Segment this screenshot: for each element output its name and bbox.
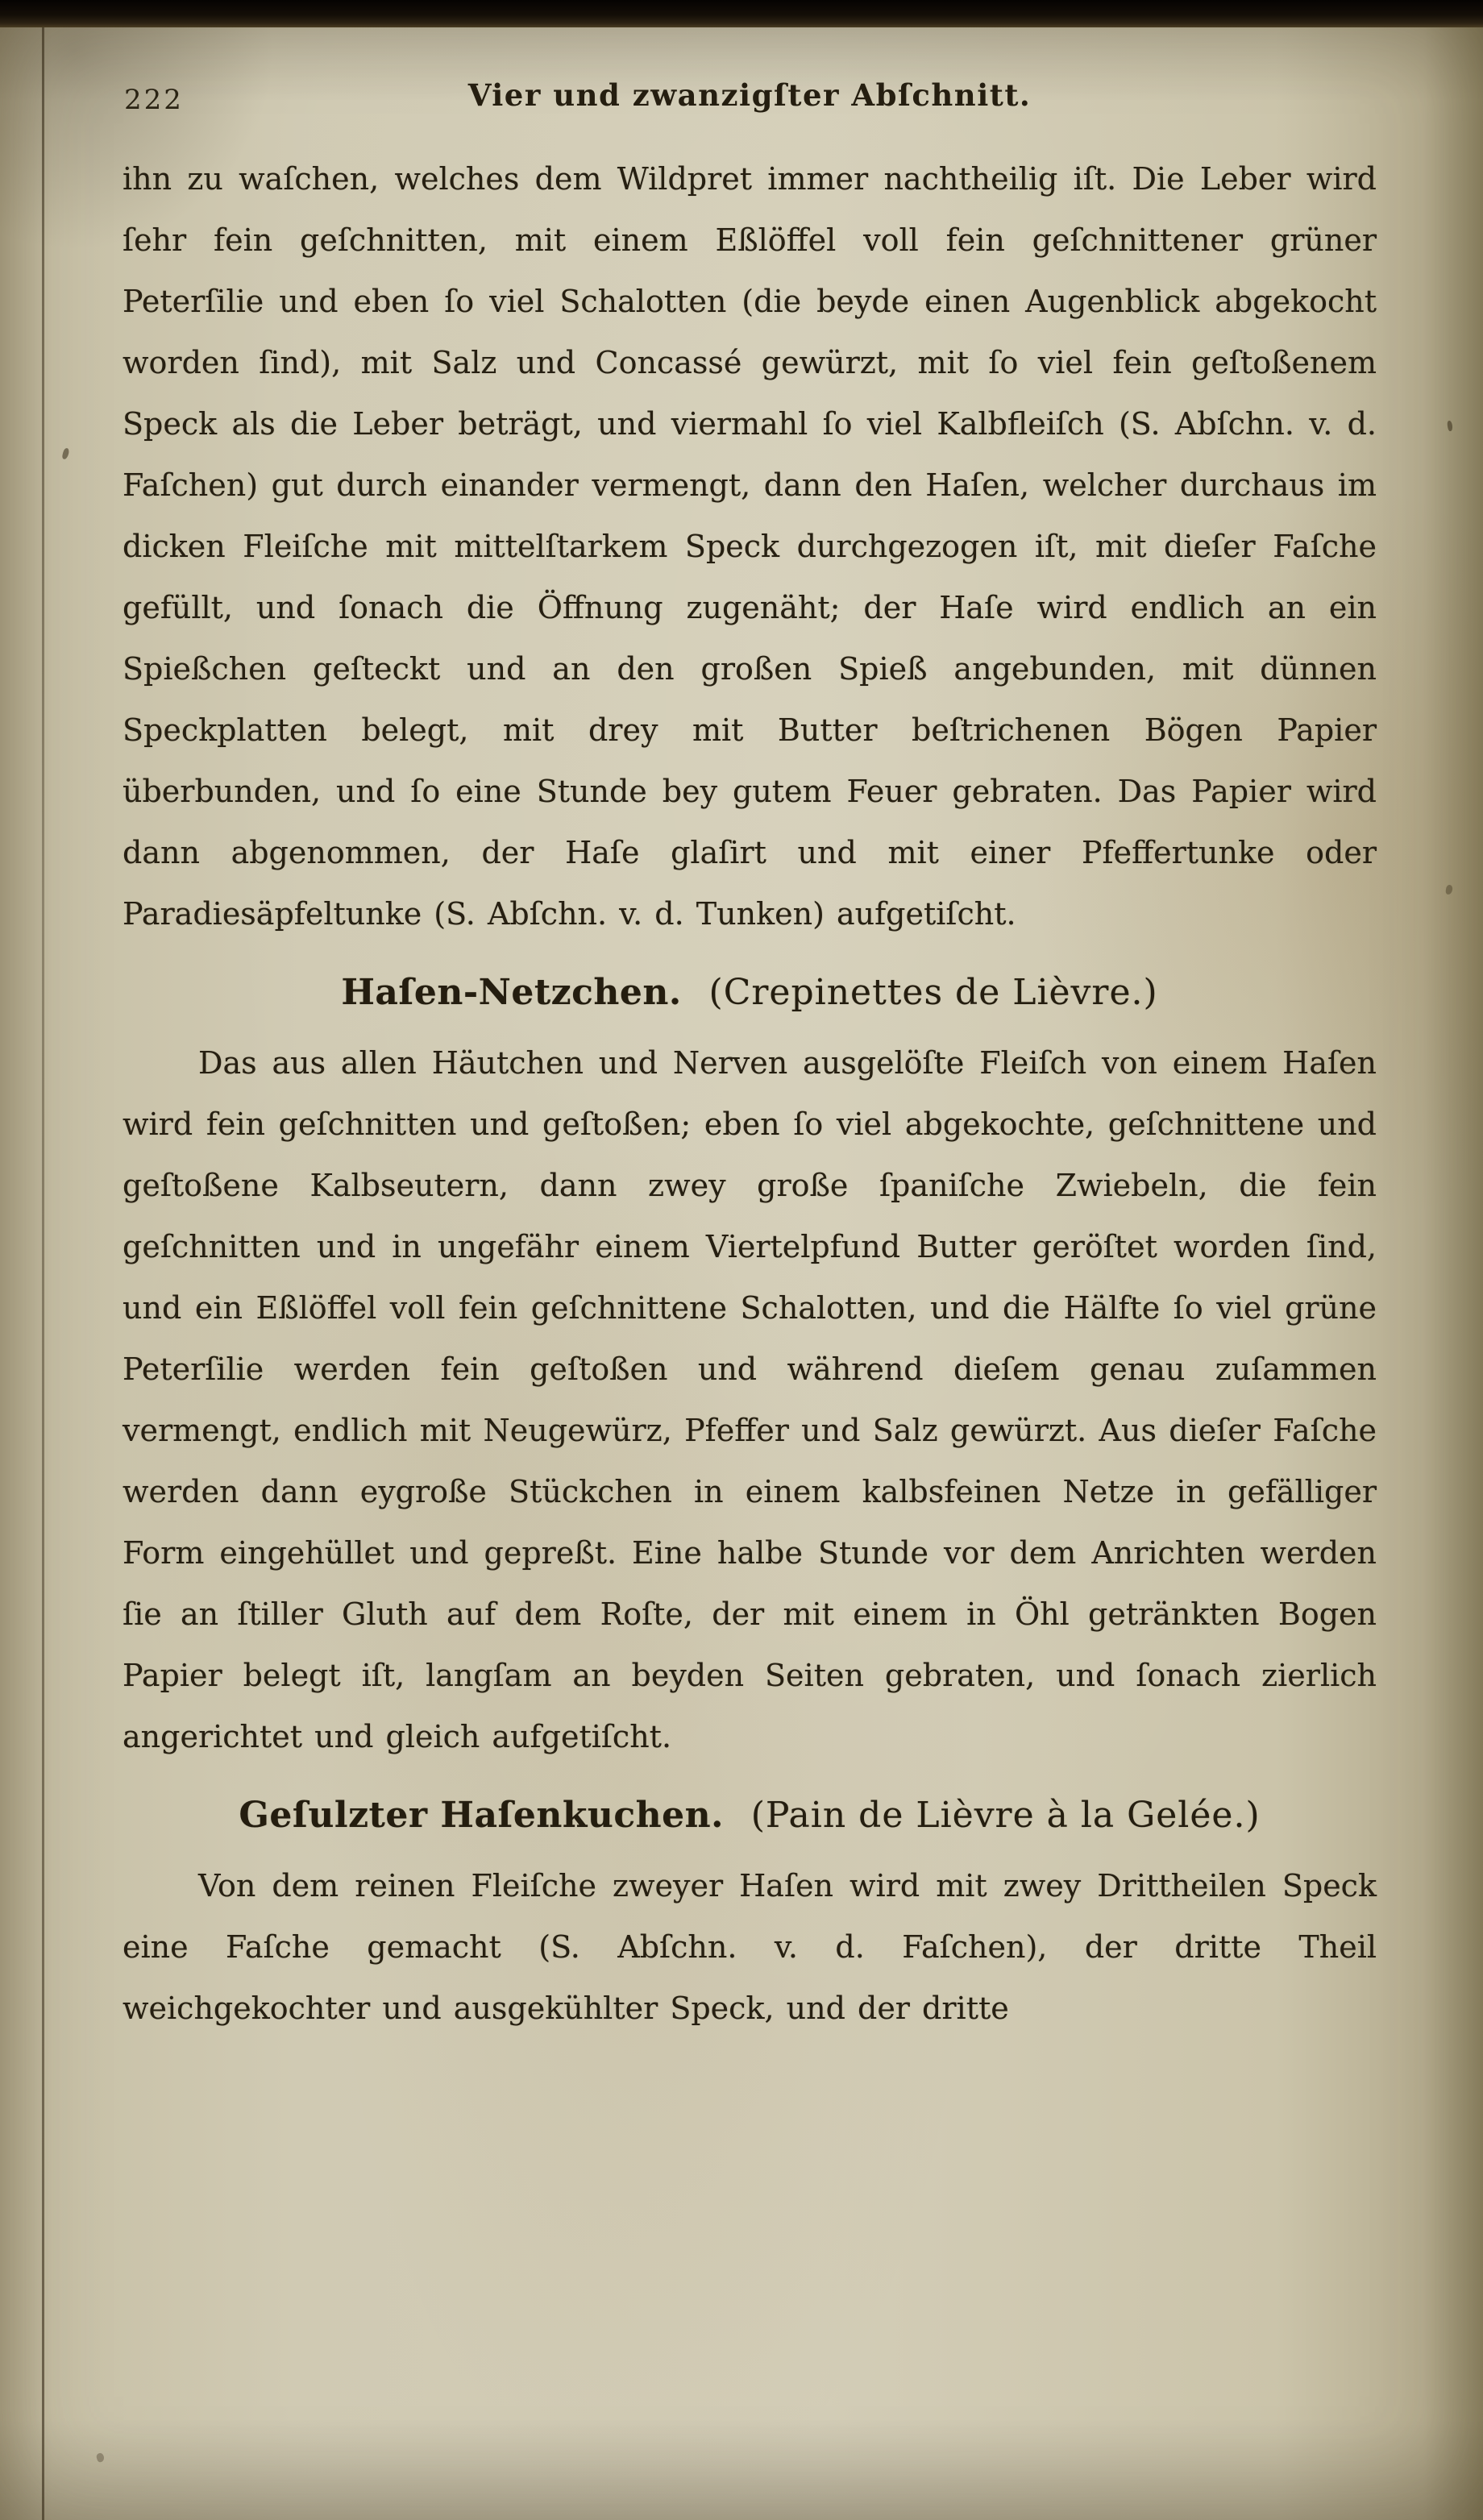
ink-speck — [1445, 885, 1453, 895]
heading-hasen-netzchen-french: (Crepinettes de Lièvre.) — [708, 972, 1158, 1013]
page-fold-line — [42, 27, 44, 2520]
heading-hasen-netzchen — [123, 972, 1377, 1013]
paragraph-continued: ihn zu waſchen, welches dem Wildpret immer nachtheilig iſt. Die Leber wird ſehr fein geſchnitten, mit einem Eßlöffel voll fein geſchnittener grüner Peterſilie und eben ſo viel Schalotten (die beyde einen Augenblick abgekocht worden ſind), mit Salz und Concassé gewürzt, mit ſo viel fein geſtoßenem Speck als die Leber beträgt, und viermahl ſo viel Kalbfleiſch (S. Abſchn. v. d. Faſchen) gut durch einander vermengt, dann den Haſen, welcher durchaus im dicken Fleiſche mit mittelſtarkem Speck durchgezogen iſt, mit dieſer Faſche gefüllt, und ſonach die Öffnung zugenäht; der Haſe wird endlich an ein Spießchen geſteckt und an den großen Spieß angebunden, mit dünnen Speckplatten belegt, mit drey mit Butter beſtrichenen Bögen Papier überbunden, und ſo eine Stunde bey gutem Feuer gebraten. Das Papier wird dann abgenommen, der Haſe glaſirt und mit einer Pfeffertunke oder Paradiesäpfeltunke (S. Abſchn. v. d. Tunken) aufgetiſcht. — [123, 161, 1377, 932]
heading-gesulzter-hasenkuchen-french: (Pain de Lièvre à la Gelée.) — [750, 1795, 1261, 1836]
ink-speck — [61, 447, 69, 459]
paragraph-pain-de-lievre: Von dem reinen Fleiſche zweyer Haſen wird mit zwey Drittheilen Speck eine Faſche gemacht (S. Abſchn. v. d. Faſchen), der dritte Theil weichgekochter und ausgekühlter Speck, und der dritte — [123, 1868, 1377, 2026]
heading-gesulzter-hasenkuchen — [123, 1795, 1377, 1836]
ink-speck — [96, 2452, 106, 2463]
paragraph-crepinettes: Das aus allen Häutchen und Nerven ausgelöſte Fleiſch von einem Haſen wird fein geſchnitten und geſtoßen; eben ſo viel abgekochte, geſchnittene und geſtoßene Kalbseutern, dann zwey große ſpaniſche Zwiebeln, die fein geſchnitten und in ungefähr einem Viertelpfund Butter geröſtet worden ſind, und ein Eßlöffel voll fein geſchnittene Schalotten, und die Hälfte ſo viel grüne Peterſilie werden fein geſtoßen und während dieſem genau zuſammen vermengt, endlich mit Neugewürz, Pfeffer und Salz gewürzt. Aus dieſer Faſche werden dann eygroße Stückchen in einem kalbsfeinen Netze in gefälliger Form eingehüllet und gepreßt. Eine halbe Stunde vor dem Anrichten werden ſie an ſtiller Gluth auf dem Roſte, der mit einem in Öhl getränkten Bogen Papier belegt iſt, langſam an beyden Seiten gebraten, und ſonach zierlich angerichtet und gleich aufgetiſcht. — [123, 1045, 1377, 1754]
book-binding-edge — [0, 0, 1483, 27]
page-header — [123, 77, 1377, 127]
ink-speck — [1447, 421, 1453, 432]
heading-hasen-netzchen-german: Haſen-Netzchen. — [341, 972, 682, 1013]
page-number: 222 — [124, 84, 184, 116]
heading-gesulzter-hasenkuchen-german: Geſulzter Haſenkuchen. — [239, 1795, 724, 1836]
running-head: Vier und zwanzigſter Abſchnitt. — [467, 77, 1032, 113]
text-block — [123, 77, 1377, 2039]
